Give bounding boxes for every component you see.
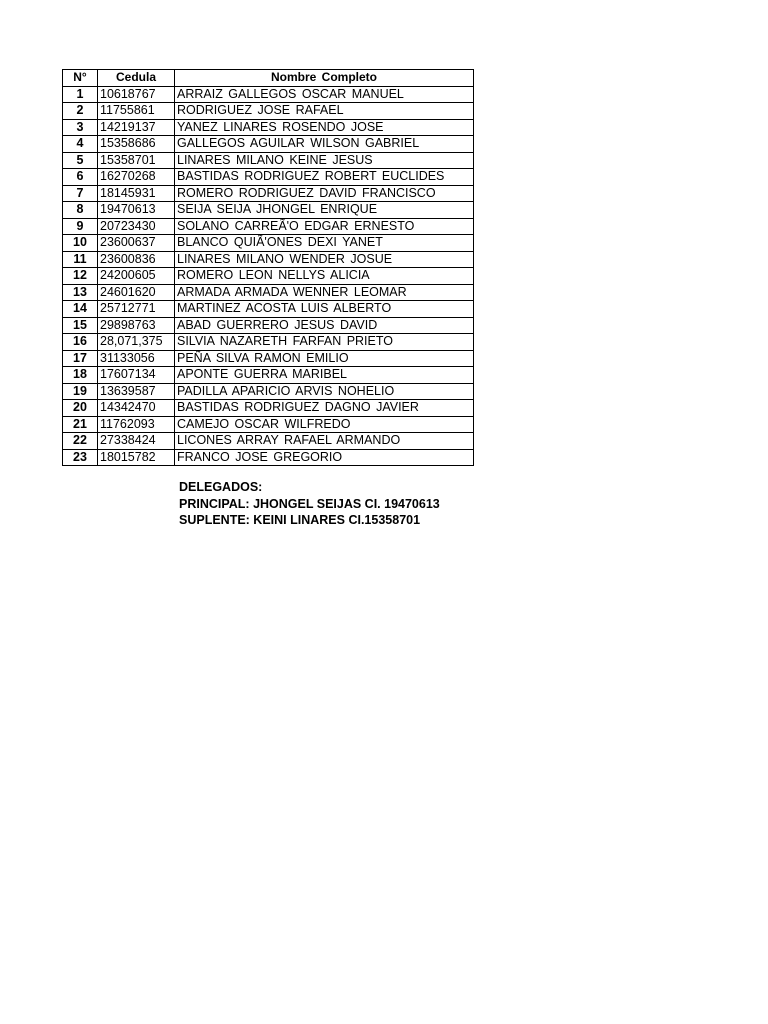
delegates-heading: DELEGADOS:: [179, 480, 263, 494]
row-cedula: 31133056: [98, 350, 175, 367]
row-name: LINARES MILANO WENDER JOSUE: [175, 251, 474, 268]
row-cedula: 19470613: [98, 202, 175, 219]
row-cedula: 15358701: [98, 152, 175, 169]
table-row: [63, 103, 474, 120]
row-number: 22: [63, 433, 98, 450]
row-name: LICONES ARRAY RAFAEL ARMANDO: [175, 433, 474, 450]
table-row: [63, 185, 474, 202]
row-number: 6: [63, 169, 98, 186]
table-row: [63, 400, 474, 417]
row-cedula: 11755861: [98, 103, 175, 120]
table-row: [63, 334, 474, 351]
row-cedula: 17607134: [98, 367, 175, 384]
row-number: 13: [63, 284, 98, 301]
row-name: ABAD GUERRERO JESUS DAVID: [175, 317, 474, 334]
row-number: 17: [63, 350, 98, 367]
row-name: BASTIDAS RODRIGUEZ ROBERT EUCLIDES: [175, 169, 474, 186]
row-cedula: 25712771: [98, 301, 175, 318]
row-name: SILVIA NAZARETH FARFAN PRIETO: [175, 334, 474, 351]
row-cedula: 28,071,375: [98, 334, 175, 351]
row-number: 12: [63, 268, 98, 285]
table-row: [63, 284, 474, 301]
row-cedula: 15358686: [98, 136, 175, 153]
table-row: [63, 449, 474, 466]
table-row: [63, 218, 474, 235]
row-number: 7: [63, 185, 98, 202]
row-name: PADILLA APARICIO ARVIS NOHELIO: [175, 383, 474, 400]
delegates-block: [179, 479, 440, 529]
row-number: 15: [63, 317, 98, 334]
row-cedula: 29898763: [98, 317, 175, 334]
table-row: [63, 251, 474, 268]
row-name: SOLANO CARREÃ'O EDGAR ERNESTO: [175, 218, 474, 235]
row-number: 1: [63, 86, 98, 103]
row-number: 5: [63, 152, 98, 169]
row-name: APONTE GUERRA MARIBEL: [175, 367, 474, 384]
row-number: 18: [63, 367, 98, 384]
table-row: [63, 416, 474, 433]
row-name: GALLEGOS AGUILAR WILSON GABRIEL: [175, 136, 474, 153]
row-number: 8: [63, 202, 98, 219]
table-row: [63, 235, 474, 252]
header-cedula: Cedula: [98, 70, 175, 87]
row-name: BLANCO QUIÃ'ONES DEXI YANET: [175, 235, 474, 252]
table-row: [63, 383, 474, 400]
roster-table: [62, 69, 474, 466]
row-number: 3: [63, 119, 98, 136]
row-number: 16: [63, 334, 98, 351]
table-row: [63, 268, 474, 285]
table-row: [63, 119, 474, 136]
header-number: N°: [63, 70, 98, 87]
row-number: 10: [63, 235, 98, 252]
row-number: 9: [63, 218, 98, 235]
row-number: 2: [63, 103, 98, 120]
row-number: 23: [63, 449, 98, 466]
row-name: CAMEJO OSCAR WILFREDO: [175, 416, 474, 433]
row-name: ARRAIZ GALLEGOS OSCAR MANUEL: [175, 86, 474, 103]
row-name: BASTIDAS RODRIGUEZ DAGNO JAVIER: [175, 400, 474, 417]
row-name: ARMADA ARMADA WENNER LEOMAR: [175, 284, 474, 301]
row-number: 14: [63, 301, 98, 318]
row-name: SEIJA SEIJA JHONGEL ENRIQUE: [175, 202, 474, 219]
row-cedula: 23600836: [98, 251, 175, 268]
row-name: RODRIGUEZ JOSE RAFAEL: [175, 103, 474, 120]
row-name: PEÑA SILVA RAMON EMILIO: [175, 350, 474, 367]
row-number: 4: [63, 136, 98, 153]
row-cedula: 10618767: [98, 86, 175, 103]
row-name: LINARES MILANO KEINE JESUS: [175, 152, 474, 169]
row-number: 20: [63, 400, 98, 417]
row-cedula: 16270268: [98, 169, 175, 186]
row-number: 21: [63, 416, 98, 433]
table-row: [63, 169, 474, 186]
row-cedula: 20723430: [98, 218, 175, 235]
row-number: 19: [63, 383, 98, 400]
row-cedula: 14219137: [98, 119, 175, 136]
table-row: [63, 301, 474, 318]
table-row: [63, 202, 474, 219]
row-cedula: 23600637: [98, 235, 175, 252]
row-cedula: 18145931: [98, 185, 175, 202]
row-name: ROMERO RODRIGUEZ DAVID FRANCISCO: [175, 185, 474, 202]
table-row: [63, 136, 474, 153]
row-name: FRANCO JOSE GREGORIO: [175, 449, 474, 466]
row-name: ROMERO LEON NELLYS ALICIA: [175, 268, 474, 285]
table-row: [63, 350, 474, 367]
header-row: [63, 70, 474, 87]
row-name: YANEZ LINARES ROSENDO JOSE: [175, 119, 474, 136]
table-row: [63, 317, 474, 334]
table-row: [63, 433, 474, 450]
table-row: [63, 152, 474, 169]
delegate-suplente: SUPLENTE: KEINI LINARES CI.15358701: [179, 513, 421, 527]
row-cedula: 13639587: [98, 383, 175, 400]
row-cedula: 24200605: [98, 268, 175, 285]
row-cedula: 24601620: [98, 284, 175, 301]
table-row: [63, 86, 474, 103]
row-number: 11: [63, 251, 98, 268]
roster-body: [63, 86, 474, 466]
row-cedula: 18015782: [98, 449, 175, 466]
row-cedula: 14342470: [98, 400, 175, 417]
table-row: [63, 367, 474, 384]
row-cedula: 27338424: [98, 433, 175, 450]
row-name: MARTINEZ ACOSTA LUIS ALBERTO: [175, 301, 474, 318]
delegate-principal: PRINCIPAL: JHONGEL SEIJAS CI. 19470613: [179, 496, 440, 511]
header-name: Nombre Completo: [175, 70, 474, 87]
row-cedula: 11762093: [98, 416, 175, 433]
